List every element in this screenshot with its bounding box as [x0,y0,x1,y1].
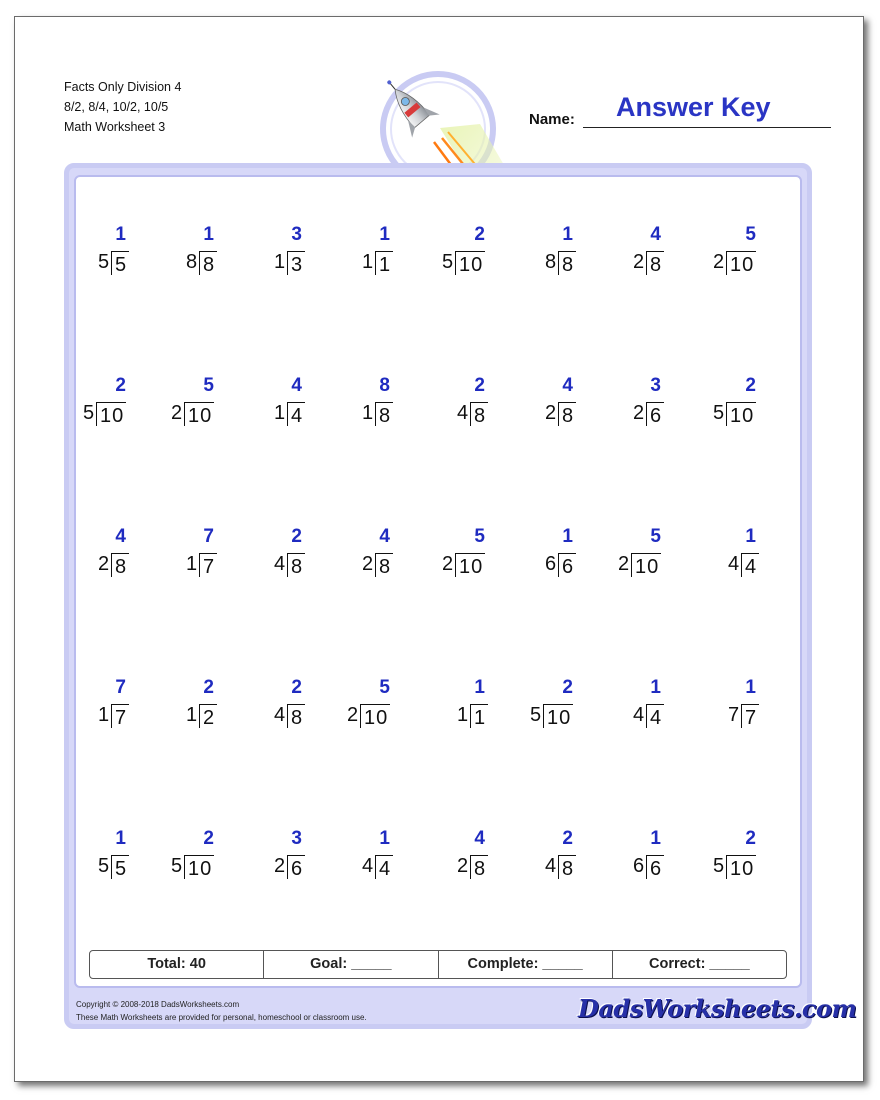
quotient-answer: 1 [745,677,756,698]
quotient-answer: 4 [562,375,573,396]
division-problem [530,677,578,737]
quotient-answer: 8 [379,375,390,396]
division-problem [274,828,307,888]
quotient-answer: 5 [745,224,756,245]
division-problem [618,526,666,586]
dividend: 8 [287,704,305,728]
division-problem [713,375,761,435]
quotient-answer: 2 [474,375,485,396]
division-problem [545,828,578,888]
dadsworksheets-logo: DadsWorksheets.com [578,994,857,1023]
divisor: 5 [713,402,725,424]
complete-cell: Complete: _____ [439,951,613,978]
dividend: 7 [199,553,217,577]
divisor: 4 [274,704,286,726]
division-problem [457,677,490,737]
quotient-answer: 2 [474,224,485,245]
worksheet-info [64,77,181,137]
division-problem [186,526,219,586]
divisor: 5 [442,251,454,273]
dividend: 5 [111,251,129,275]
dividend: 8 [646,251,664,275]
quotient-answer: 2 [562,828,573,849]
divisor: 2 [442,553,454,575]
quotient-answer: 5 [203,375,214,396]
division-problem [186,677,219,737]
quotient-answer: 2 [203,828,214,849]
quotient-answer: 1 [745,526,756,547]
quotient-answer: 5 [650,526,661,547]
division-problem [171,375,219,435]
divisor: 4 [274,553,286,575]
dividend: 7 [111,704,129,728]
quotient-answer: 4 [474,828,485,849]
division-problem [713,828,761,888]
division-problem [347,677,395,737]
division-problem [442,526,490,586]
quotient-answer: 1 [203,224,214,245]
division-problem [274,224,307,284]
usage-text: These Math Worksheets are provided for personal, homeschool or classroom use. [76,1013,367,1022]
divisor: 2 [633,251,645,273]
division-problem [274,526,307,586]
division-problem [83,375,131,435]
divisor: 6 [545,553,557,575]
division-problem [362,526,395,586]
quotient-answer: 1 [474,677,485,698]
dividend: 1 [375,251,393,275]
divisor: 5 [171,855,183,877]
dividend: 10 [96,402,126,426]
divisor: 4 [362,855,374,877]
name-line [583,127,831,128]
worksheet-number: Math Worksheet 3 [64,120,166,134]
divisor: 1 [186,704,198,726]
quotient-answer: 4 [291,375,302,396]
division-problem [457,375,490,435]
dividend: 3 [287,251,305,275]
dividend: 8 [470,402,488,426]
dividend: 10 [543,704,573,728]
division-problem [442,224,490,284]
division-problem [362,828,395,888]
worksheet-frame [64,163,812,1029]
quotient-answer: 1 [379,224,390,245]
quotient-answer: 2 [562,677,573,698]
division-problem [362,375,395,435]
divisor: 5 [98,251,110,273]
divisor: 2 [457,855,469,877]
division-problem [728,526,761,586]
divisor: 1 [274,402,286,424]
name-label: Name: [529,111,575,128]
goal-cell: Goal: _____ [264,951,438,978]
dividend: 10 [631,553,661,577]
quotient-answer: 5 [379,677,390,698]
division-problem [457,828,490,888]
divisor: 2 [98,553,110,575]
worksheet-title: Facts Only Division 4 [64,80,182,94]
dividend: 10 [726,251,756,275]
divisor: 4 [545,855,557,877]
correct-cell: Correct: _____ [649,956,750,972]
quotient-answer: 1 [115,224,126,245]
divisor: 1 [98,704,110,726]
divisor: 1 [186,553,198,575]
division-problem [274,677,307,737]
divisor: 2 [633,402,645,424]
divisor: 7 [728,704,740,726]
quotient-answer: 5 [474,526,485,547]
dividend: 4 [375,855,393,879]
divisor: 1 [274,251,286,273]
quotient-answer: 2 [745,375,756,396]
dividend: 4 [646,704,664,728]
dividend: 8 [375,553,393,577]
dividend: 8 [470,855,488,879]
division-problem [186,224,219,284]
divisor: 4 [728,553,740,575]
quotient-answer: 1 [379,828,390,849]
divisor: 1 [362,251,374,273]
quotient-answer: 1 [562,526,573,547]
divisor: 5 [530,704,542,726]
quotient-answer: 4 [650,224,661,245]
dividend: 10 [726,402,756,426]
dividend: 8 [558,855,576,879]
divisor: 4 [633,704,645,726]
dividend: 10 [184,402,214,426]
dividend: 6 [558,553,576,577]
divisor: 1 [362,402,374,424]
quotient-answer: 2 [203,677,214,698]
divisor: 2 [347,704,359,726]
quotient-answer: 2 [745,828,756,849]
dividend: 8 [558,251,576,275]
divisor: 2 [713,251,725,273]
quotient-answer: 2 [291,677,302,698]
division-problem [545,375,578,435]
dividend: 6 [646,855,664,879]
dividend: 6 [287,855,305,879]
dividend: 10 [455,553,485,577]
divisor: 2 [274,855,286,877]
divisor: 6 [633,855,645,877]
dividend: 8 [558,402,576,426]
divisor: 2 [362,553,374,575]
dividend: 10 [455,251,485,275]
quotient-answer: 3 [291,828,302,849]
dividend: 5 [111,855,129,879]
dividend: 8 [199,251,217,275]
quotient-answer: 1 [562,224,573,245]
division-problem [545,224,578,284]
worksheet-facts: 8/2, 8/4, 10/2, 10/5 [64,100,169,114]
divisor: 5 [83,402,95,424]
score-table [89,950,787,979]
footer-text [76,998,367,1024]
dividend: 8 [287,553,305,577]
quotient-answer: 1 [115,828,126,849]
quotient-answer: 2 [115,375,126,396]
division-problem [98,677,131,737]
copyright-text: Copyright © 2008-2018 DadsWorksheets.com [76,1000,240,1009]
division-problem [362,224,395,284]
divisor: 4 [457,402,469,424]
divisor: 8 [545,251,557,273]
division-problem [98,828,131,888]
quotient-answer: 1 [650,677,661,698]
quotient-answer: 3 [291,224,302,245]
division-problem [633,224,666,284]
division-problem [633,375,666,435]
dividend: 8 [375,402,393,426]
quotient-answer: 2 [291,526,302,547]
quotient-answer: 3 [650,375,661,396]
dividend: 1 [470,704,488,728]
total-cell: Total: 40 [90,951,264,978]
dividend: 4 [287,402,305,426]
divisor: 2 [171,402,183,424]
division-problem [274,375,307,435]
dividend: 2 [199,704,217,728]
division-problem [728,677,761,737]
quotient-answer: 4 [379,526,390,547]
dividend: 6 [646,402,664,426]
dividend: 7 [741,704,759,728]
dividend: 10 [360,704,390,728]
divisor: 5 [713,855,725,877]
dividend: 8 [111,553,129,577]
division-problem [713,224,761,284]
dividend: 10 [184,855,214,879]
division-problem [633,677,666,737]
quotient-answer: 7 [203,526,214,547]
divisor: 1 [457,704,469,726]
division-problem [98,526,131,586]
quotient-answer: 7 [115,677,126,698]
division-problem [633,828,666,888]
division-problem [98,224,131,284]
quotient-answer: 4 [115,526,126,547]
quotient-answer: 1 [650,828,661,849]
divisor: 8 [186,251,198,273]
answer-key-text: Answer Key [616,92,771,122]
dividend: 10 [726,855,756,879]
divisor: 2 [545,402,557,424]
dividend: 4 [741,553,759,577]
divisor: 2 [618,553,630,575]
divisor: 5 [98,855,110,877]
division-problem [171,828,219,888]
division-problem [545,526,578,586]
